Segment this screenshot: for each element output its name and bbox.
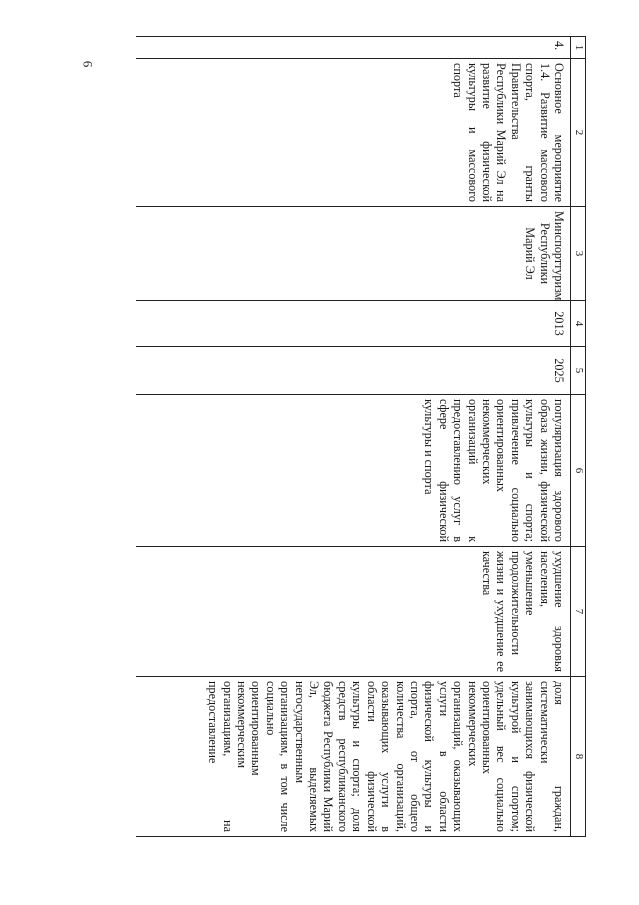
measure-name: Основное мероприятие 1.4. Развитие массового спорта, гранты Правительства Республики Марий Эл на развитие физической культуры и массового спорта [136,59,571,207]
col-header-3: 3 [571,207,586,301]
table-header-row [571,37,586,837]
col-header-8: 8 [571,677,586,837]
col-header-1: 1 [571,37,586,59]
executor: Минспорттуризм Республики Марий Эл [136,207,571,301]
col-header-7: 7 [571,547,586,677]
start-year: 2013 [136,301,571,347]
non-implementation-consequences: ухудшение здоровья населения, уменьшение продолжительности жизни и ухудшение ее качества [136,547,571,677]
col-header-6: 6 [571,395,586,547]
col-header-4: 4 [571,301,586,347]
table-row [136,37,571,837]
col-header-5: 5 [571,347,586,395]
page-number: 6 [80,60,96,68]
col-header-2: 2 [571,59,586,207]
expected-result: популяризация здорового образа жизни, физической культуры и спорта; привлечение социально ориентированных некоммерческих организаций к предоставлению услуг в сфере физической культуры и спорта [136,395,571,547]
rotated-table-page [116,36,586,856]
end-year: 2025 [136,347,571,395]
measures-table [136,36,586,837]
row-number: 4. [136,37,571,59]
related-indicators: доля граждан, систематически занимающихся физической культурой и спортом; удельный вес социально ориентированных некоммерческих организаций, оказывающих услуги в области физической культуры и спорта, от общего количества организаций, оказывающих услуги в области физической культуры и спорта; доля средств республиканского бюджета Республики Марий Эл, выделяемых негосударственным организациям, в том числе социально ориентированным некоммерческим организациям, на предоставление [136,677,571,837]
